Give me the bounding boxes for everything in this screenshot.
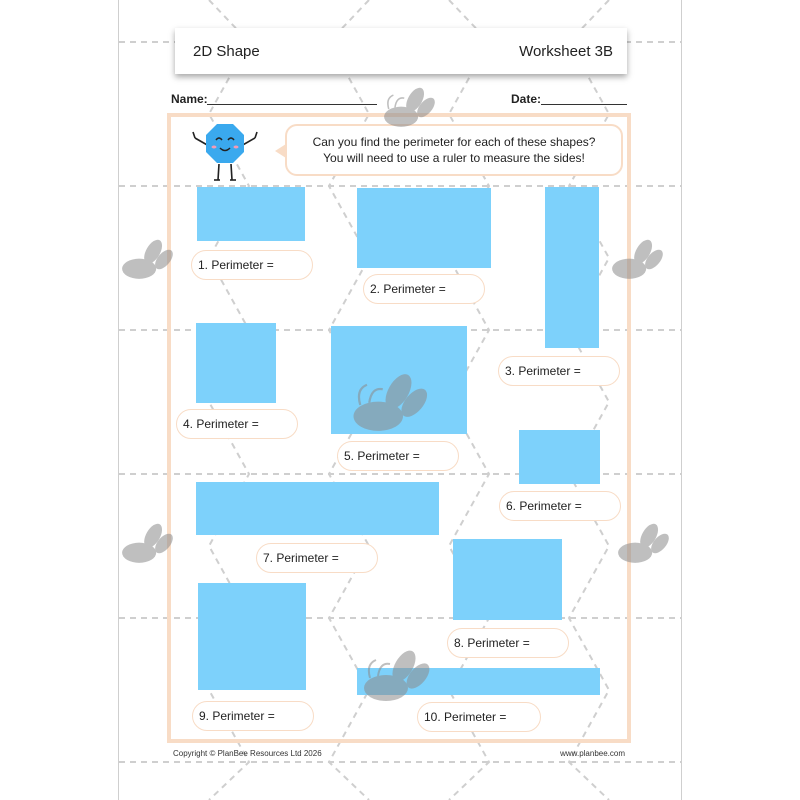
worksheet-number: Worksheet 3B [519, 43, 613, 60]
perimeter-label-7[interactable]: 7. Perimeter = [256, 543, 378, 573]
date-label: Date: [511, 92, 542, 106]
shape-9-square [198, 583, 306, 690]
perimeter-label-4[interactable]: 4. Perimeter = [176, 409, 298, 439]
worksheet-page [118, 0, 682, 800]
bee-watermark-icon [609, 236, 671, 286]
bee-watermark-icon [349, 370, 439, 440]
shape-8-square [453, 539, 562, 620]
bee-watermark-icon [119, 236, 181, 286]
shape-6-rectangle [519, 430, 600, 484]
bee-watermark-icon [355, 648, 445, 708]
octagon-mascot-icon [189, 118, 261, 184]
name-field-line[interactable] [207, 104, 377, 105]
perimeter-label-1[interactable]: 1. Perimeter = [191, 250, 313, 280]
date-field-line[interactable] [541, 104, 627, 105]
name-label: Name: [171, 92, 208, 106]
bee-watermark-icon [615, 520, 677, 570]
perimeter-label-2[interactable]: 2. Perimeter = [363, 274, 485, 304]
shape-2-rectangle [357, 188, 491, 268]
perimeter-label-8[interactable]: 8. Perimeter = [447, 628, 569, 658]
shape-4-square [196, 323, 276, 403]
perimeter-label-10[interactable]: 10. Perimeter = [417, 702, 541, 732]
perimeter-label-9[interactable]: 9. Perimeter = [192, 701, 314, 731]
header-title: 2D Shape [193, 43, 260, 60]
prompt-line-2: You will need to use a ruler to measure the sides! [323, 151, 585, 165]
shape-1-rectangle [197, 187, 305, 241]
header-bar [175, 28, 627, 74]
prompt-line-1: Can you find the perimeter for each of these shapes? [312, 135, 596, 149]
perimeter-label-3[interactable]: 3. Perimeter = [498, 356, 620, 386]
perimeter-label-6[interactable]: 6. Perimeter = [499, 491, 621, 521]
perimeter-label-5[interactable]: 5. Perimeter = [337, 441, 459, 471]
bee-watermark-icon [381, 84, 443, 134]
shape-3-rectangle [545, 187, 599, 348]
speech-bubble [285, 124, 623, 176]
bee-watermark-icon [119, 520, 181, 570]
footer-website[interactable]: www.planbee.com [560, 749, 625, 758]
shape-7-rectangle [196, 482, 439, 535]
footer-copyright: Copyright © PlanBee Resources Ltd 2026 [173, 749, 322, 758]
